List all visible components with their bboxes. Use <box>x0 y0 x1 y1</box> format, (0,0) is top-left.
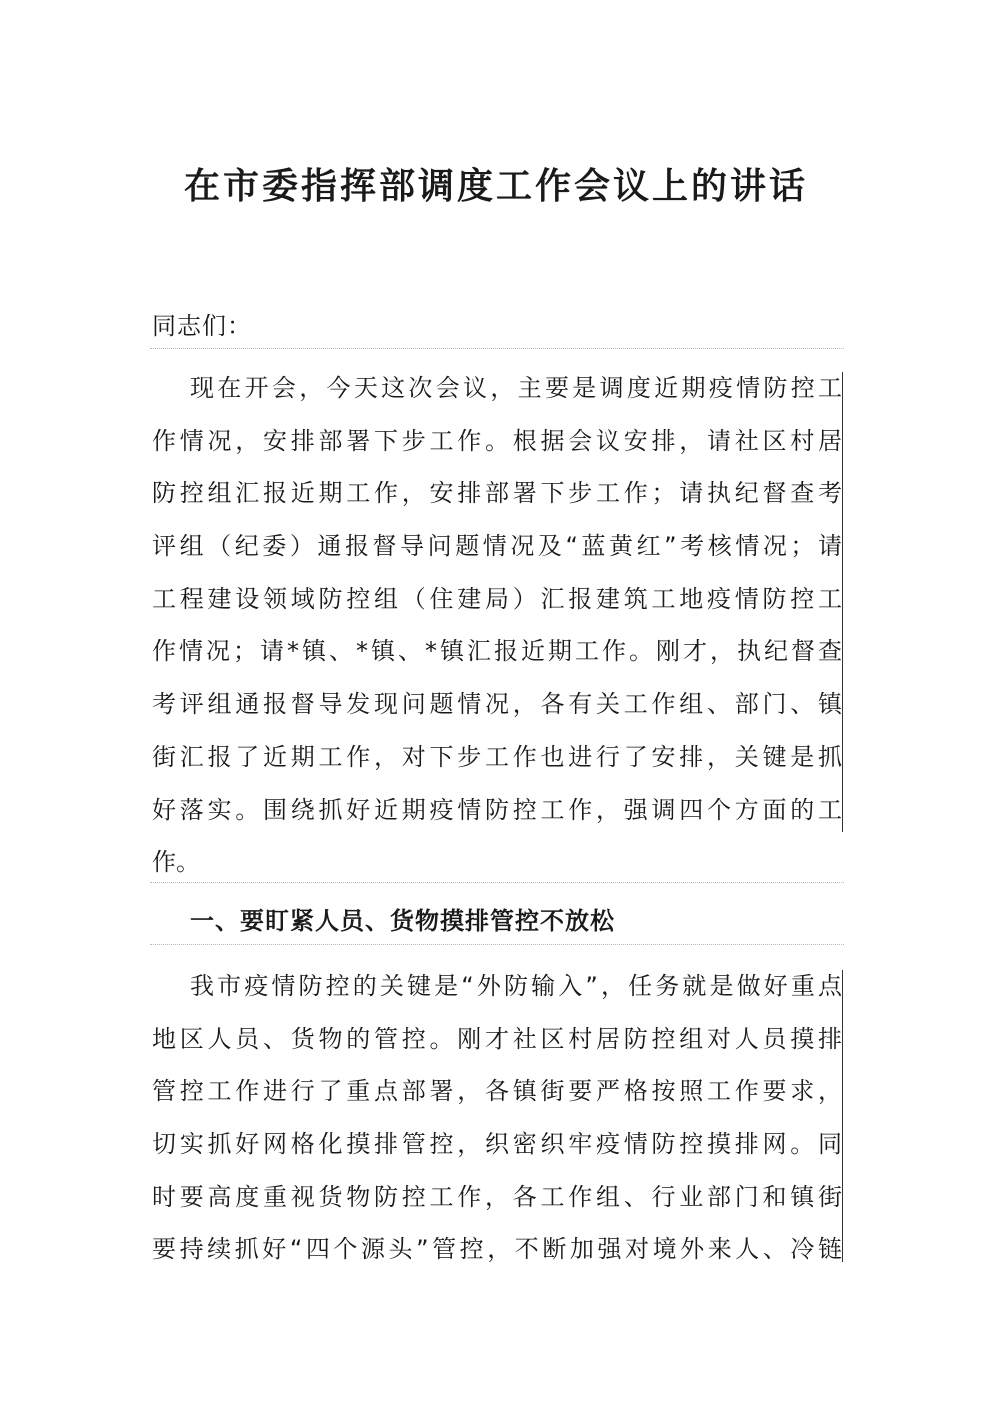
text-line: 管控工作进行了重点部署，各镇街要严格按照工作要求， <box>152 1077 842 1106</box>
document-title: 在市委指挥部调度工作会议上的讲话 <box>183 165 808 207</box>
section-heading: 一、要盯紧人员、货物摸排管控不放松 <box>190 907 615 935</box>
text-line: 防控组汇报近期工作，安排部署下步工作；请执纪督查考 <box>152 479 842 508</box>
text-line: 要持续抓好“四个源头”管控，不断加强对境外来人、冷链 <box>152 1235 842 1264</box>
text-line: 时要高度重视货物防控工作，各工作组、行业部门和镇街 <box>152 1182 842 1211</box>
text-line: 考评组通报督导发现问题情况，各有关工作组、部门、镇 <box>152 690 842 719</box>
text-line: 工程建设领域防控组（住建局）汇报建筑工地疫情防控工 <box>152 584 842 613</box>
text-line: 作。 <box>152 848 200 877</box>
paragraph-2 <box>152 960 842 1276</box>
text-line: 切实抓好网格化摸排管控，织密织牢疫情防控摸排网。同 <box>152 1130 842 1159</box>
text-line: 评组（纪委）通报督导问题情况及“蓝黄红”考核情况；请 <box>152 532 842 561</box>
salutation: 同志们： <box>152 312 252 340</box>
text-line: 现在开会，今天这次会议，主要是调度近期疫情防控工 <box>190 374 842 402</box>
text-line: 地区人员、货物的管控。刚才社区村居防控组对人员摸排 <box>152 1024 842 1053</box>
margin-bar <box>842 372 843 832</box>
text-line: 作情况，安排部署下步工作。根据会议安排，请社区村居 <box>152 426 842 455</box>
text-line: 作情况；请*镇、*镇、*镇汇报近期工作。刚才，执纪督查 <box>152 637 842 666</box>
divider <box>150 944 844 945</box>
margin-bar <box>842 970 843 1262</box>
text-line: 好落实。围绕抓好近期疫情防控工作，强调四个方面的工 <box>152 795 842 824</box>
text-line: 我市疫情防控的关键是“外防输入”，任务就是做好重点 <box>190 972 842 1000</box>
divider <box>150 882 844 883</box>
paragraph-1 <box>152 362 842 889</box>
text-line: 街汇报了近期工作，对下步工作也进行了安排，关键是抓 <box>152 742 842 771</box>
divider <box>150 348 844 349</box>
